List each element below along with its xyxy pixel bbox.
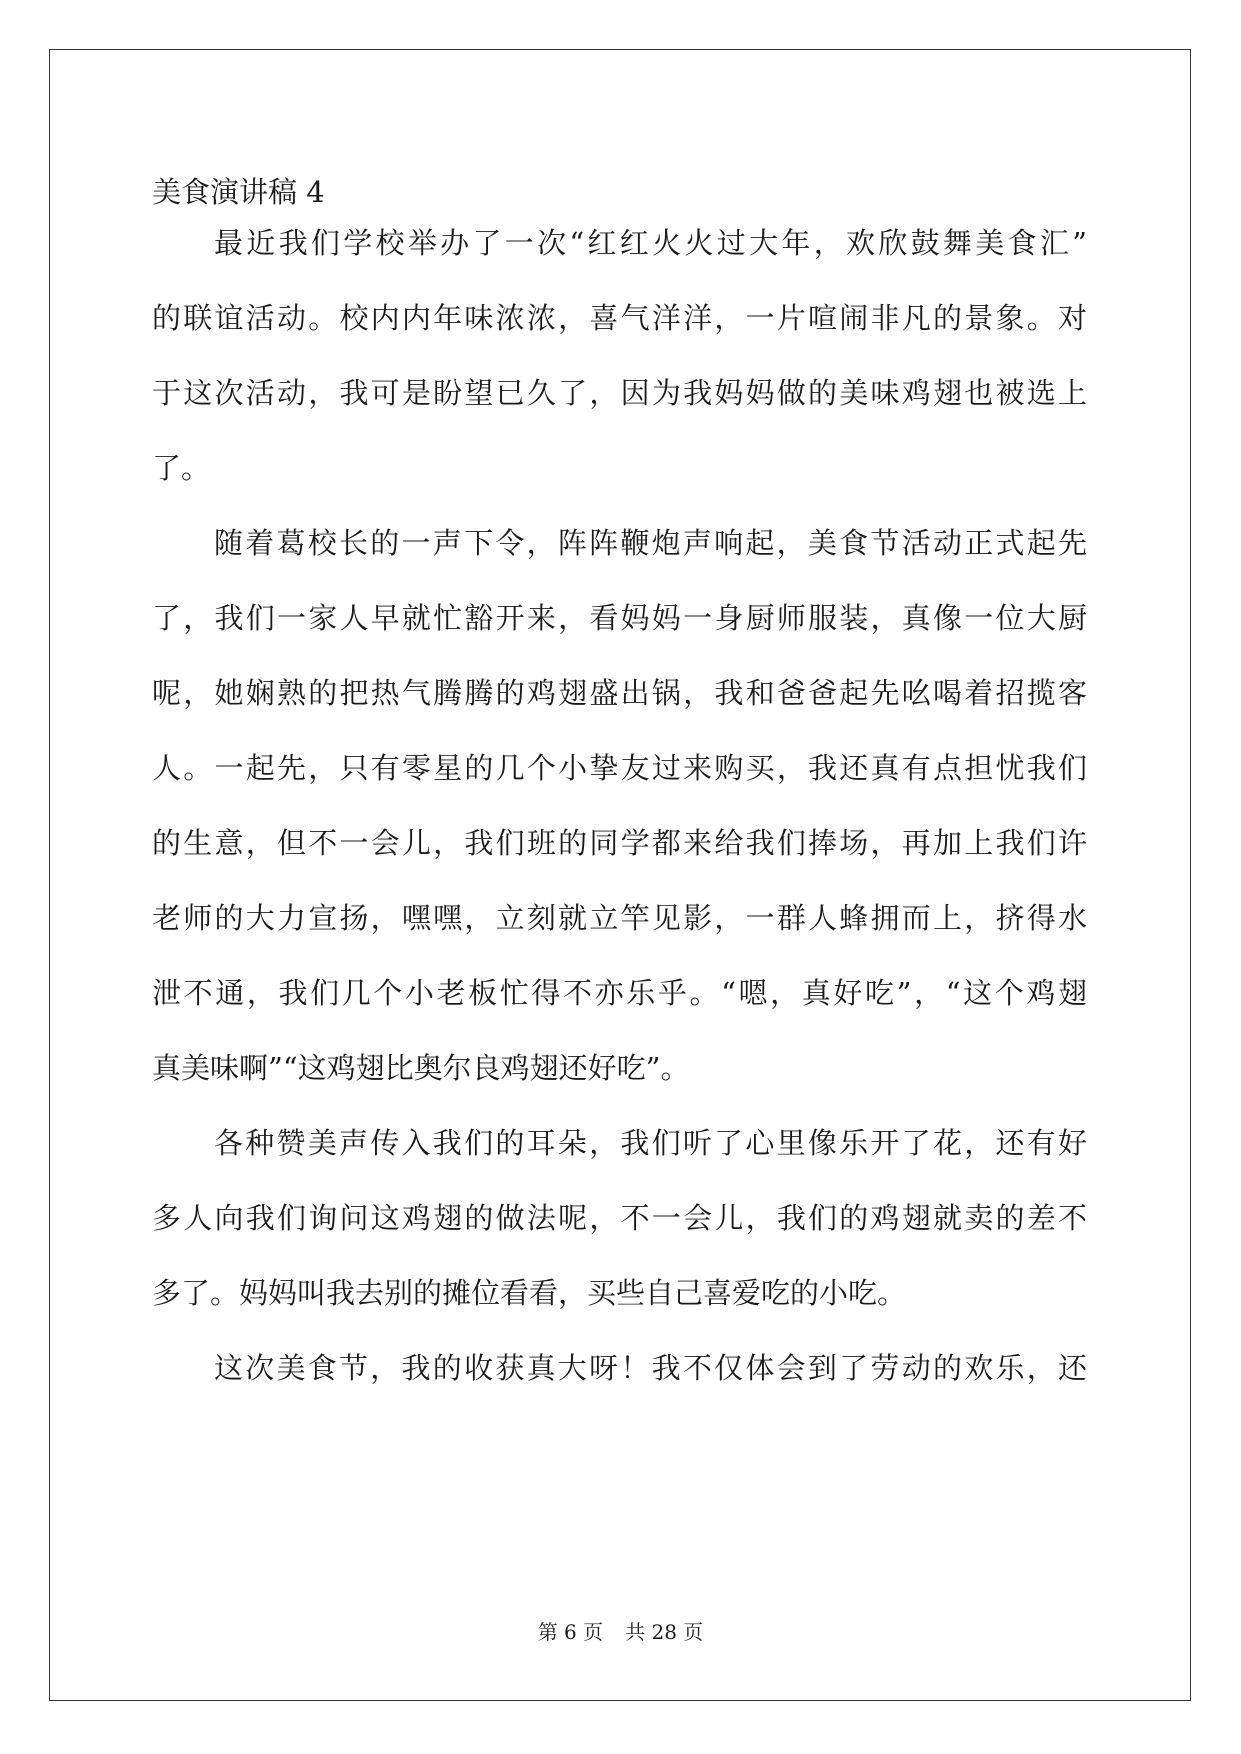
paragraph-2-line-5: 的生意，但不一会儿，我们班的同学都来给我们捧场，再加上我们许 bbox=[152, 826, 1087, 860]
paragraph-2-line-6: 老师的大力宣扬，嘿嘿，立刻就立竿见影，一群人蜂拥而上，挤得水 bbox=[152, 901, 1087, 935]
paragraph-2-line-2: 了，我们一家人早就忙豁开来，看妈妈一身厨师服装，真像一位大厨 bbox=[152, 601, 1087, 635]
paragraph-2-line-3: 呢，她娴熟的把热气腾腾的鸡翅盛出锅，我和爸爸起先吆喝着招揽客 bbox=[152, 676, 1087, 710]
paragraph-3-line-1: 各种赞美声传入我们的耳朵，我们听了心里像乐开了花，还有好 bbox=[214, 1126, 1087, 1160]
page-footer bbox=[0, 1618, 1241, 1646]
paragraph-2-line-8: 真美味啊”“这鸡翅比奥尔良鸡翅还好吃”。 bbox=[152, 1051, 690, 1085]
paragraph-2-line-4: 人。一起先，只有零星的几个小挚友过来购买，我还真有点担忧我们 bbox=[152, 751, 1087, 785]
paragraph-1-line-2: 的联谊活动。校内内年味浓浓，喜气洋洋，一片喧闹非凡的景象。对 bbox=[152, 301, 1087, 335]
paragraph-2-line-1: 随着葛校长的一声下令，阵阵鞭炮声响起，美食节活动正式起先 bbox=[214, 526, 1087, 560]
document-title: 美食演讲稿 4 bbox=[152, 175, 325, 209]
page-number: 第 6 页 bbox=[537, 1620, 604, 1644]
paragraph-1-line-1: 最近我们学校举办了一次“红红火火过大年，欢欣鼓舞美食汇” bbox=[214, 226, 1087, 260]
paragraph-3-line-3: 多了。妈妈叫我去别的摊位看看，买些自己喜爱吃的小吃。 bbox=[152, 1276, 907, 1310]
paragraph-3-line-2: 多人向我们询问这鸡翅的做法呢，不一会儿，我们的鸡翅就卖的差不 bbox=[152, 1201, 1087, 1235]
page-border bbox=[49, 49, 1191, 1701]
paragraph-1-line-4: 了。 bbox=[152, 451, 211, 485]
paragraph-4-line-1: 这次美食节，我的收获真大呀！我不仅体会到了劳动的欢乐，还 bbox=[214, 1351, 1087, 1385]
total-pages: 共 28 页 bbox=[625, 1620, 704, 1644]
paragraph-1-line-3: 于这次活动，我可是盼望已久了，因为我妈妈做的美味鸡翅也被选上 bbox=[152, 376, 1087, 410]
paragraph-2-line-7: 泄不通，我们几个小老板忙得不亦乐乎。“嗯，真好吃”，“这个鸡翅 bbox=[152, 976, 1087, 1010]
